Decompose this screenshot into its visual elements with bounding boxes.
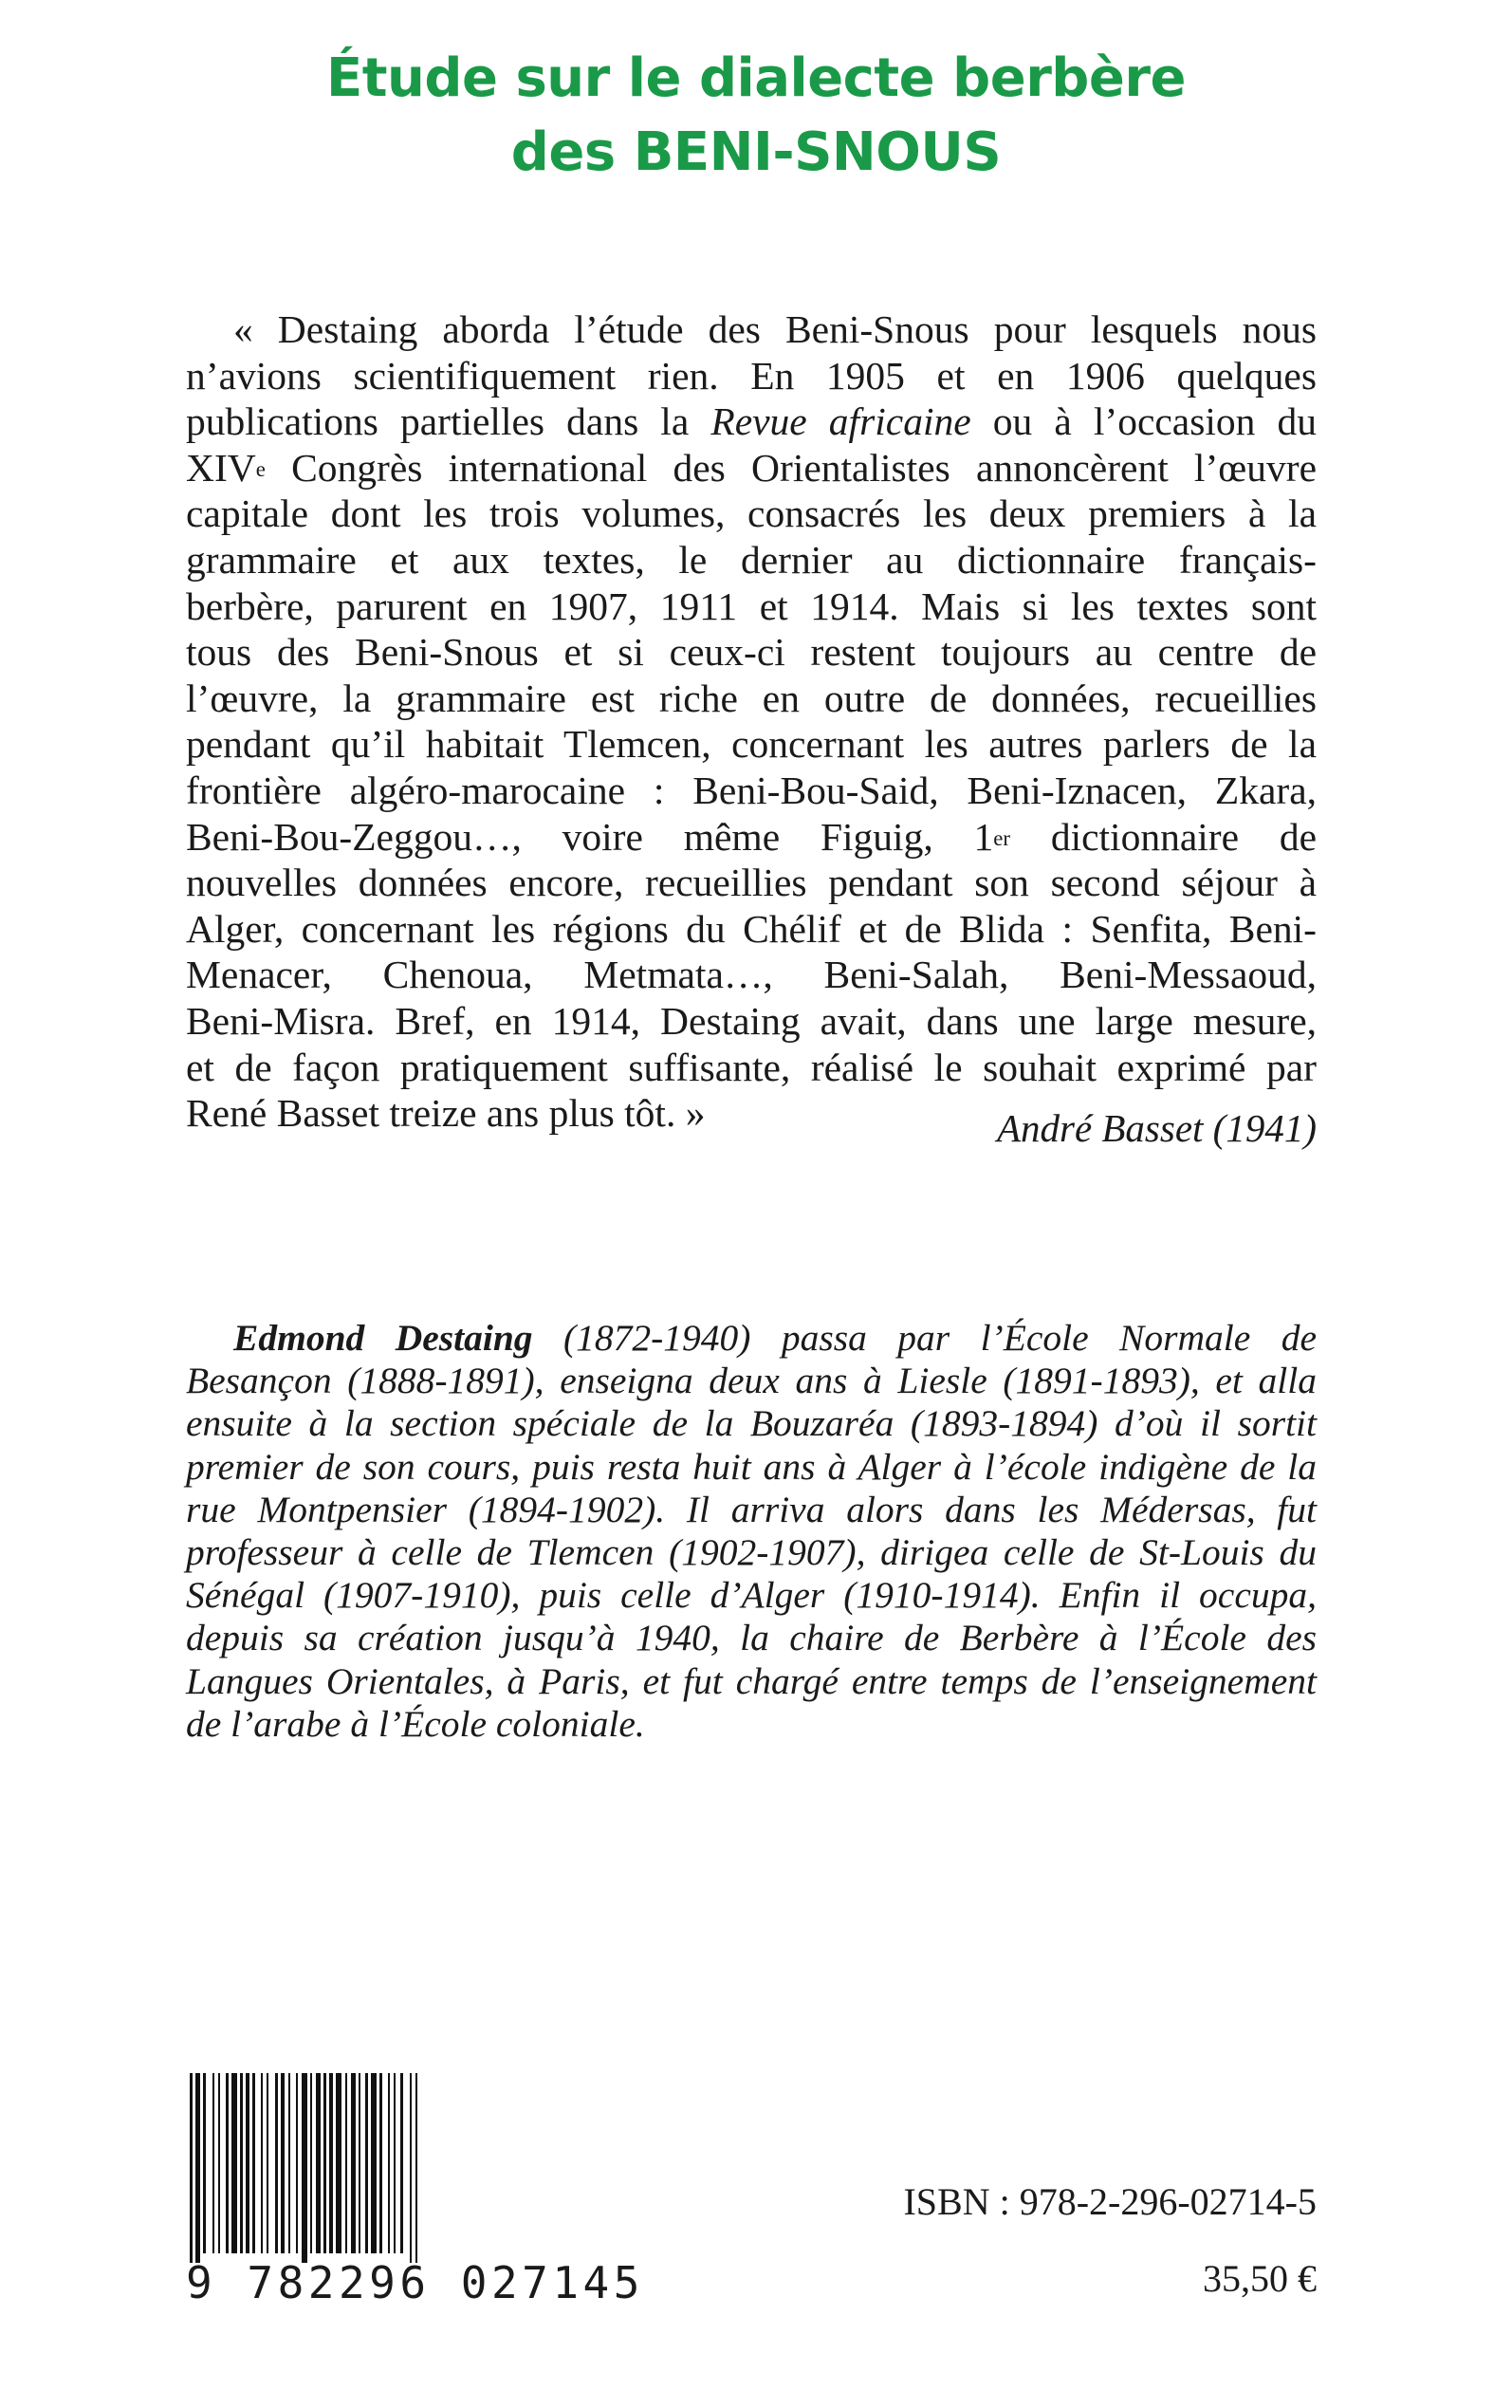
quote-paragraph (186, 306, 1317, 1137)
quote-line (186, 445, 1317, 491)
quote-text: dictionnaire de (1010, 814, 1318, 859)
barcode-bar (310, 2073, 312, 2253)
barcode-bar (296, 2073, 298, 2253)
barcode-bar (226, 2073, 229, 2253)
barcode-bar (212, 2073, 214, 2253)
quote-line (186, 814, 1317, 861)
barcode-bar (261, 2073, 263, 2253)
quote-line: n’avions scientifiquement rien. En 1905 et en 1906 quelques (186, 353, 1317, 398)
superscript: er (993, 825, 1011, 850)
quote-line: tous des Beni-Snous et si ceux-ci restent toujours au centre de (186, 630, 1317, 675)
journal-title: Revue africaine (710, 399, 971, 444)
quote-text: Beni-Bou-Zeggou…, voire même Figuig, 1 (186, 814, 994, 859)
quote-line: Menacer, Chenoua, Metmata…, Beni-Salah, Beni-Messaoud, (186, 953, 1317, 997)
book-title-line-1: Étude sur le dialecte berbère (326, 47, 1186, 109)
barcode-bar (388, 2073, 390, 2253)
bio-line: de l’arabe à l’École coloniale. (186, 1702, 645, 1745)
barcode-digits: 9 782296 027145 (186, 2257, 644, 2308)
quote-text: XIV (186, 445, 256, 490)
bio-line: Besançon (1888-1891), enseigna deux ans à Liesle (1891-1893), et alla (186, 1360, 1317, 1402)
quote-line (186, 398, 1317, 445)
barcode-bars (186, 2073, 588, 2263)
quote-line: capitale dont les trois volumes, consacrés les deux premiers à la (186, 491, 1317, 536)
barcode-bar (359, 2073, 360, 2253)
barcode-bar (365, 2073, 368, 2253)
barcode-bar (316, 2073, 321, 2253)
barcode-bar (415, 2073, 417, 2263)
quote-line: Alger, concernant les régions du Chélif et de Blida : Senfita, Beni- (186, 906, 1317, 951)
bio-line: depuis sa création jusqu’à 1940, la chaire de Berbère à l’École des (186, 1617, 1317, 1659)
barcode-bar (195, 2073, 200, 2263)
barcode-bar (323, 2073, 326, 2253)
barcode-bar (394, 2073, 396, 2253)
barcode-bar (302, 2073, 307, 2263)
barcode-bar (371, 2073, 377, 2253)
barcode-bar (351, 2073, 356, 2253)
barcode (186, 2073, 644, 2308)
quote-line: berbère, parurent en 1907, 1911 et 1914. Mais si les textes sont (186, 583, 1317, 628)
barcode-bar (400, 2073, 403, 2253)
barcode-bar (275, 2073, 278, 2253)
bio-line: professeur à celle de Tlemcen (1902-1907), dirigea celle de St-Louis du (186, 1531, 1317, 1574)
quote-text: Congrès international des Orientalistes annoncèrent l’œuvre (265, 445, 1317, 490)
superscript: e (255, 457, 266, 482)
barcode-bar (190, 2073, 193, 2263)
author-name: Edmond Destaing (233, 1317, 533, 1359)
quote-line: René Basset treize ans plus tôt. » (186, 1091, 706, 1136)
quote-line: pendant qu’il habitait Tlemcen, concernant les autres parlers de la (186, 722, 1317, 767)
quote-line: frontière algéro-marocaine : Beni-Bou-Said, Beni-Iznacen, Zkara, (186, 768, 1317, 812)
quote-line: et de façon pratiquement suffisante, réalisé le souhait exprimé par (186, 1045, 1317, 1089)
quote-text: publications partielles dans la (186, 399, 711, 444)
author-biography (186, 1317, 1317, 1746)
barcode-bar (246, 2073, 249, 2253)
barcode-bar (240, 2073, 243, 2253)
quote-line: « Destaing aborda l’étude des Beni-Snous pour lesquels nous (233, 307, 1317, 351)
quote-line: grammaire et aux textes, le dernier au dictionnaire français- (186, 537, 1317, 582)
barcode-bar (410, 2073, 412, 2263)
quote-line: Beni-Misra. Bref, en 1914, Destaing avait, dans une large mesure, (186, 998, 1317, 1043)
bio-line: premier de son cours, puis resta huit ans à Alger à l’école indigène de la (186, 1445, 1317, 1488)
quote-attribution: André Basset (1941) (996, 1106, 1317, 1150)
barcode-bar (218, 2073, 220, 2253)
quote-line: nouvelles données encore, recueillies pendant son second séjour à (186, 861, 1317, 905)
barcode-bar (267, 2073, 268, 2253)
barcode-bar (379, 2073, 382, 2253)
barcode-bar (252, 2073, 255, 2253)
bio-line (186, 1317, 1317, 1360)
barcode-bar (329, 2073, 333, 2253)
barcode-bar (203, 2073, 206, 2253)
barcode-bar (336, 2073, 341, 2253)
bio-line: Langues Orientales, à Paris, et fut chargé entre temps de l’enseignement (186, 1659, 1317, 1702)
barcode-bar (281, 2073, 285, 2253)
bio-text: (1872-1940) passa par l’École Normale de (532, 1317, 1317, 1359)
book-title-line-2: des BENI-SNOUS (510, 121, 1002, 183)
quote-text: ou à l’occasion du (970, 399, 1317, 444)
price: 35,50 € (1203, 2257, 1317, 2300)
barcode-bar (345, 2073, 347, 2253)
barcode-bar (288, 2073, 290, 2253)
barcode-bar (231, 2073, 237, 2253)
bio-line: ensuite à la section spéciale de la Bouzaréa (1893-1894) d’où il sortit (186, 1402, 1317, 1445)
bio-line: rue Montpensier (1894-1902). Il arriva alors dans les Médersas, fut (186, 1488, 1317, 1530)
book-title (0, 42, 1512, 190)
bio-line: Sénégal (1907-1910), puis celle d’Alger (1910-1914). Enfin il occupa, (186, 1574, 1317, 1617)
quote-line: l’œuvre, la grammaire est riche en outre de données, recueillies (186, 676, 1317, 720)
isbn: ISBN : 978-2-296-02714-5 (903, 2180, 1317, 2223)
